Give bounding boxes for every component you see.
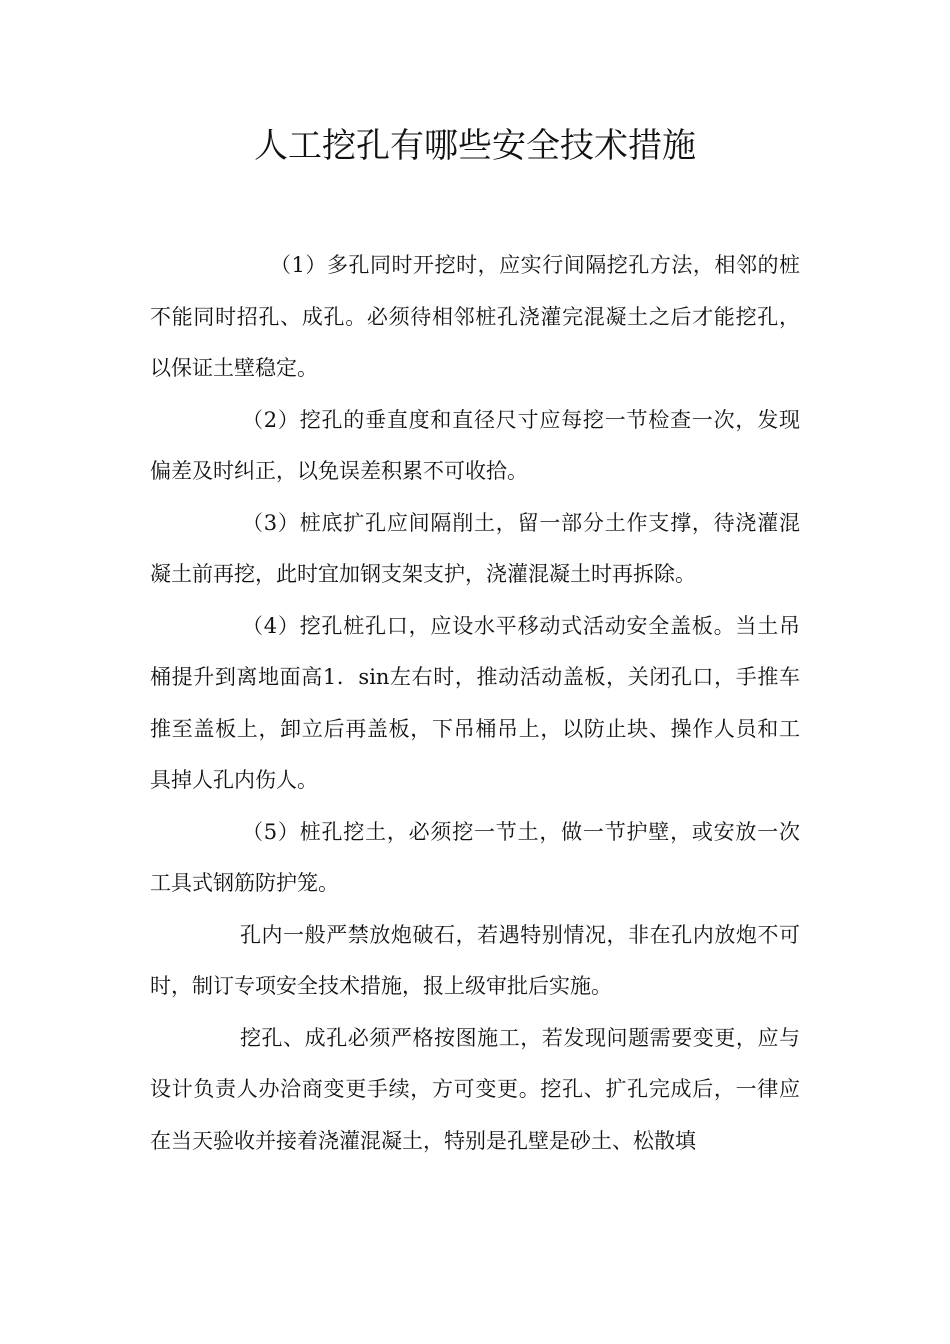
paragraph-5: （5）桩孔挖土，必须挖一节土，做一节护壁，或安放一次工具式钢筋防护笼。 <box>150 819 800 895</box>
paragraph-1: （1）多孔同时开挖时，应实行间隔挖孔方法，相邻的桩不能同时招孔、成孔。必须待相邻桩孔浇灌完混凝土之后才能挖孔，以保证土壁稳定。 <box>150 253 800 380</box>
paragraph-2: （2）挖孔的垂直度和直径尺寸应每挖一节检查一次，发现偏差及时纠正，以免误差积累不可收拾。 <box>150 407 800 483</box>
document-title: 人工挖孔有哪些安全技术措施 <box>254 126 696 166</box>
paragraph-4: （4）挖孔桩孔口，应设水平移动式活动安全盖板。当土吊桶提升到离地面高1．sin左右时，推动活动盖板，关闭孔口，手推车推至盖板上，卸立后再盖板，下吊桶吊上，以防止块、操作人员和工具掉人孔内伤人。 <box>150 613 800 792</box>
paragraph-3: （3）桩底扩孔应间隔削土，留一部分土作支撑，待浇灌混凝土前再挖，此时宜加钢支架支护，浇灌混凝土时再拆除。 <box>150 510 800 586</box>
document-body <box>150 240 800 1167</box>
paragraph-7: 挖孔、成孔必须严格按图施工，若发现问题需要变更，应与设计负责人办洽商变更手续，方可变更。挖孔、扩孔完成后，一律应在当天验收并接着浇灌混凝土，特别是孔壁是砂土、松散填 <box>150 1025 800 1153</box>
paragraph-6: 孔内一般严禁放炮破石，若遇特别情况，非在孔内放炮不可时，制订专项安全技术措施，报上级审批后实施。 <box>150 922 800 998</box>
